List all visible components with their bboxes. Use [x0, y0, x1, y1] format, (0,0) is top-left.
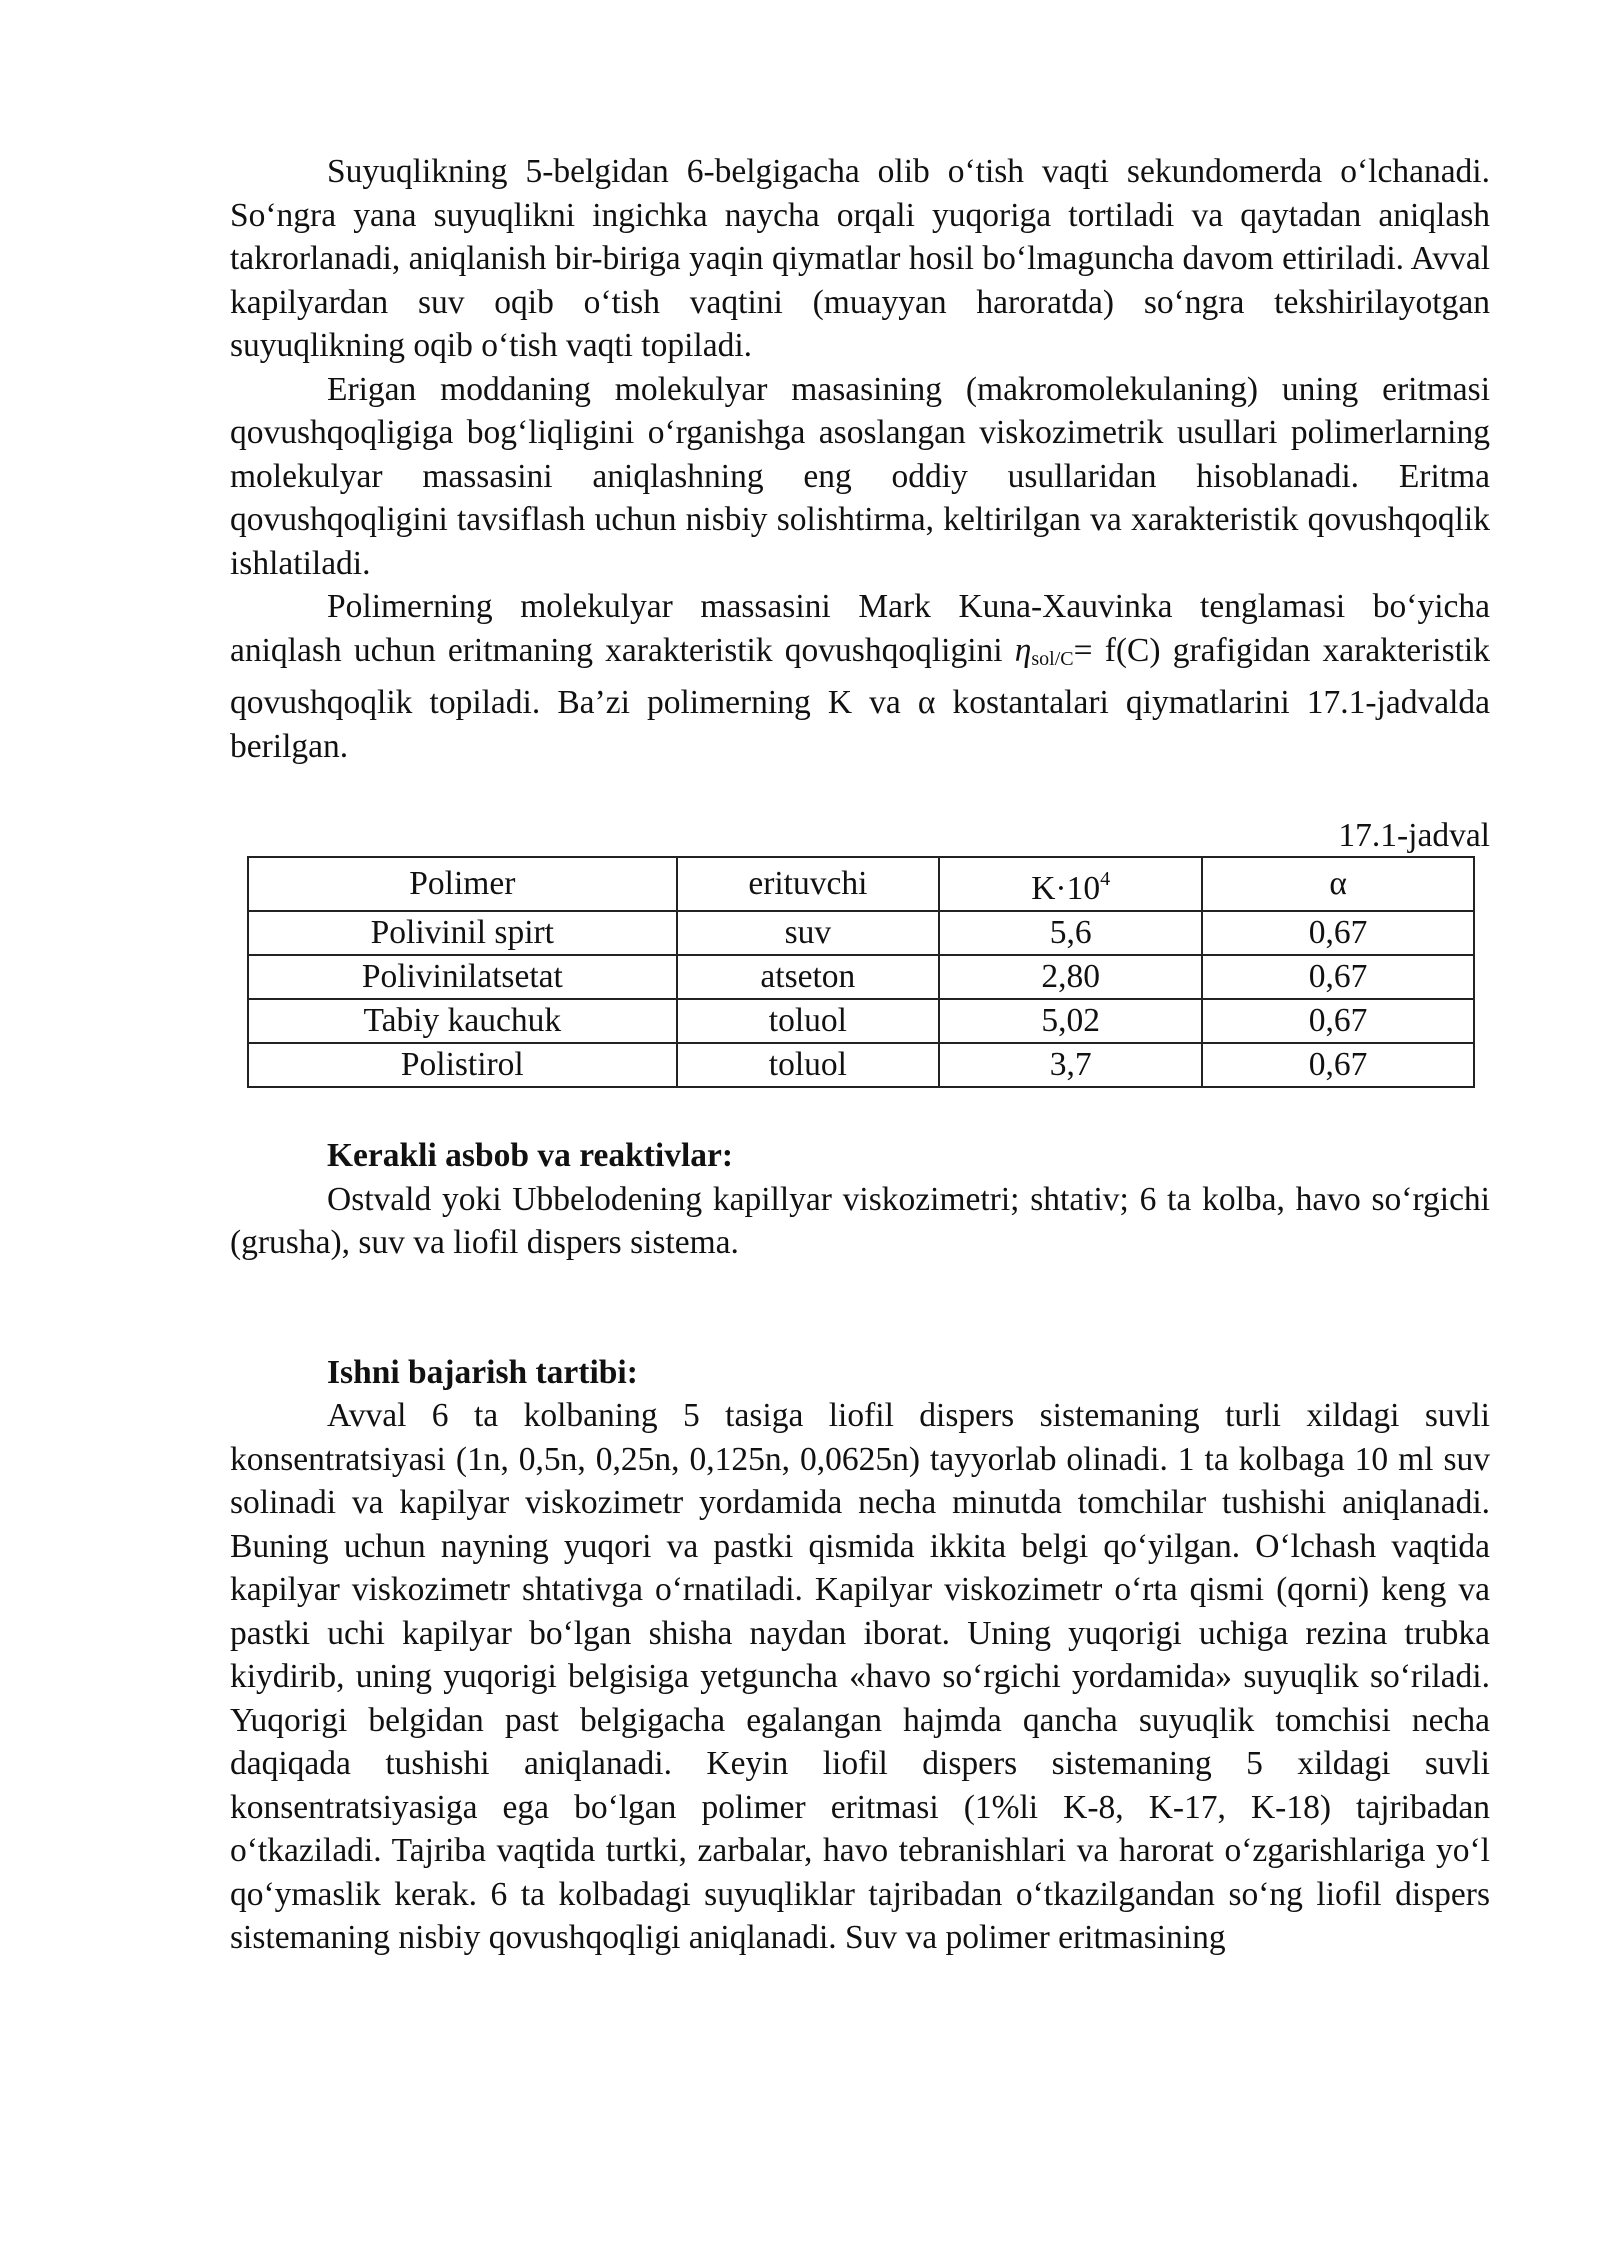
eta-subscript: sol/C	[1031, 647, 1074, 670]
cell-polimer: Tabiy kauchuk	[248, 999, 677, 1043]
cell-erituvchi: toluol	[677, 999, 940, 1043]
constants-table	[247, 856, 1475, 1088]
cell-k: 3,7	[939, 1043, 1202, 1087]
table-caption: 17.1-jadval	[1338, 817, 1490, 854]
header-polimer: Polimer	[248, 857, 677, 911]
table-row	[248, 955, 1474, 999]
cell-k: 2,80	[939, 955, 1202, 999]
cell-erituvchi: suv	[677, 911, 940, 955]
cell-alpha: 0,67	[1202, 1043, 1474, 1087]
table-row	[248, 1043, 1474, 1087]
header-k	[939, 857, 1202, 911]
document-page	[230, 150, 1490, 1960]
paragraph-equipment: Ostvald yoki Ubbelodening kapillyar viskozimetri; shtativ; 6 ta kolba, havo so‘rgichi (grusha), suv va liofil dispers sistema.	[230, 1180, 1490, 1261]
spacer	[230, 1088, 1490, 1134]
cell-polimer: Polivinilatsetat	[248, 955, 677, 999]
cell-k: 5,6	[939, 911, 1202, 955]
header-erituvchi: erituvchi	[677, 857, 940, 911]
cell-polimer: Polivinil spirt	[248, 911, 677, 955]
table-header-row	[248, 857, 1474, 911]
cell-erituvchi: toluol	[677, 1043, 940, 1087]
header-alpha: α	[1202, 857, 1474, 911]
cell-alpha: 0,67	[1202, 999, 1474, 1043]
spacer	[230, 1265, 1490, 1351]
paragraph-procedure: Avval 6 ta kolbaning 5 tasiga liofil dispers sistemaning turli xildagi suvli konsentratsiyasi (1n, 0,5n, 0,25n, 0,125n, 0,0625n) tayyorlab olinadi. 1 ta kolbaga 10 ml suv solinadi va kapilyar viskozimetr yordamida necha minutda tomchilar tushishi aniqlanadi. Buning uchun nayning yuqori va pastki qismida ikkita belgi qo‘yilgan. O‘lchash vaqtida kapilyar viskozimetr shtativga o‘rnatiladi. Kapilyar viskozimetr o‘rta qismi (qorni) keng va pastki uchi kapilyar bo‘lgan shisha naydan iborat. Uning yuqorigi uchiga rezina trubka kiydirib, uning yuqorigi belgisiga yetguncha «havo so‘rgichi yordamida» suyuqlik so‘riladi. Yuqorigi belgidan past belgigacha egalangan hajmda qancha suyuqlik tomchisi necha daqiqada tushishi aniqlanadi. Keyin liofil dispers sistemaning 5 xildagi suvli konsentratsiyasiga ega bo‘lgan polimer eritmasi (1%li K-8, K-17, K-18) tajribadan o‘tkaziladi. Tajriba vaqtida turtki, zarbalar, havo tebranishlari va harorat o‘zgarishlariga yo‘l qo‘ymaslik kerak. 6 ta kolbadagi suyuqliklar tajribadan o‘tkazilgandan so‘ng liofil dispers sistemaning nisbiy qovushqoqligi aniqlanadi. Suv va polimer eritmasining	[230, 1397, 1490, 1956]
header-k-exponent: 4	[1100, 868, 1111, 890]
cell-alpha: 0,67	[1202, 955, 1474, 999]
section-heading-procedure: Ishni bajarish tartibi:	[327, 1353, 638, 1391]
paragraph-mark-kuhn-houwink	[230, 585, 1490, 768]
header-k-base: K·10	[1031, 870, 1101, 907]
eta-symbol: η	[1014, 631, 1032, 669]
cell-polimer: Polistirol	[248, 1043, 677, 1087]
table-row	[248, 999, 1474, 1043]
cell-erituvchi: atseton	[677, 955, 940, 999]
paragraph-measurement: Suyuqlikning 5-belgidan 6-belgigacha olib o‘tish vaqti sekundomerda o‘lchanadi. So‘ngra yana suyuqlikni ingichka naycha orqali yuqoriga tortiladi va qaytadan aniqlash takrorlanadi, aniqlanish bir-biriga yaqin qiymatlar hosil bo‘lmaguncha davom ettiriladi. Avval kapilyardan suv oqib o‘tish vaqtini (muayyan haroratda) so‘ngra tekshirilayotgan suyuqlikning oqib o‘tish vaqti topiladi.	[230, 153, 1490, 364]
cell-k: 5,02	[939, 999, 1202, 1043]
table-row	[248, 911, 1474, 955]
section-heading-equipment: Kerakli asbob va reaktivlar:	[327, 1137, 734, 1174]
paragraph-viscometric-methods: Erigan moddaning molekulyar masasining (makromolekulaning) uning eritmasi qovushqoqligiga bog‘liqligini o‘rganishga asoslangan viskozimetrik usullari polimerlarning molekulyar massasini aniqlashning eng oddiy usullaridan hisoblanadi. Eritma qovushqoqligini tavsiflash uchun nisbiy solishtirma, keltirilgan va xarakteristik qovushqoqlik ishlatiladi.	[230, 370, 1490, 582]
paragraph-text-start: Polimerning molekulyar massasini Mark Kuna-Xauvinka tenglamasi bo‘yicha aniqlash uchun eritmaning xarakteristik qovushqoqligini	[230, 588, 1490, 669]
cell-alpha: 0,67	[1202, 911, 1474, 955]
paragraph-text-end: = f(C) grafigidan xarakteristik qovushqoqlik topiladi. Ba’zi polimerning K va α kostantalari qiymatlarini 17.1-jadvalda berilgan.	[230, 631, 1490, 765]
